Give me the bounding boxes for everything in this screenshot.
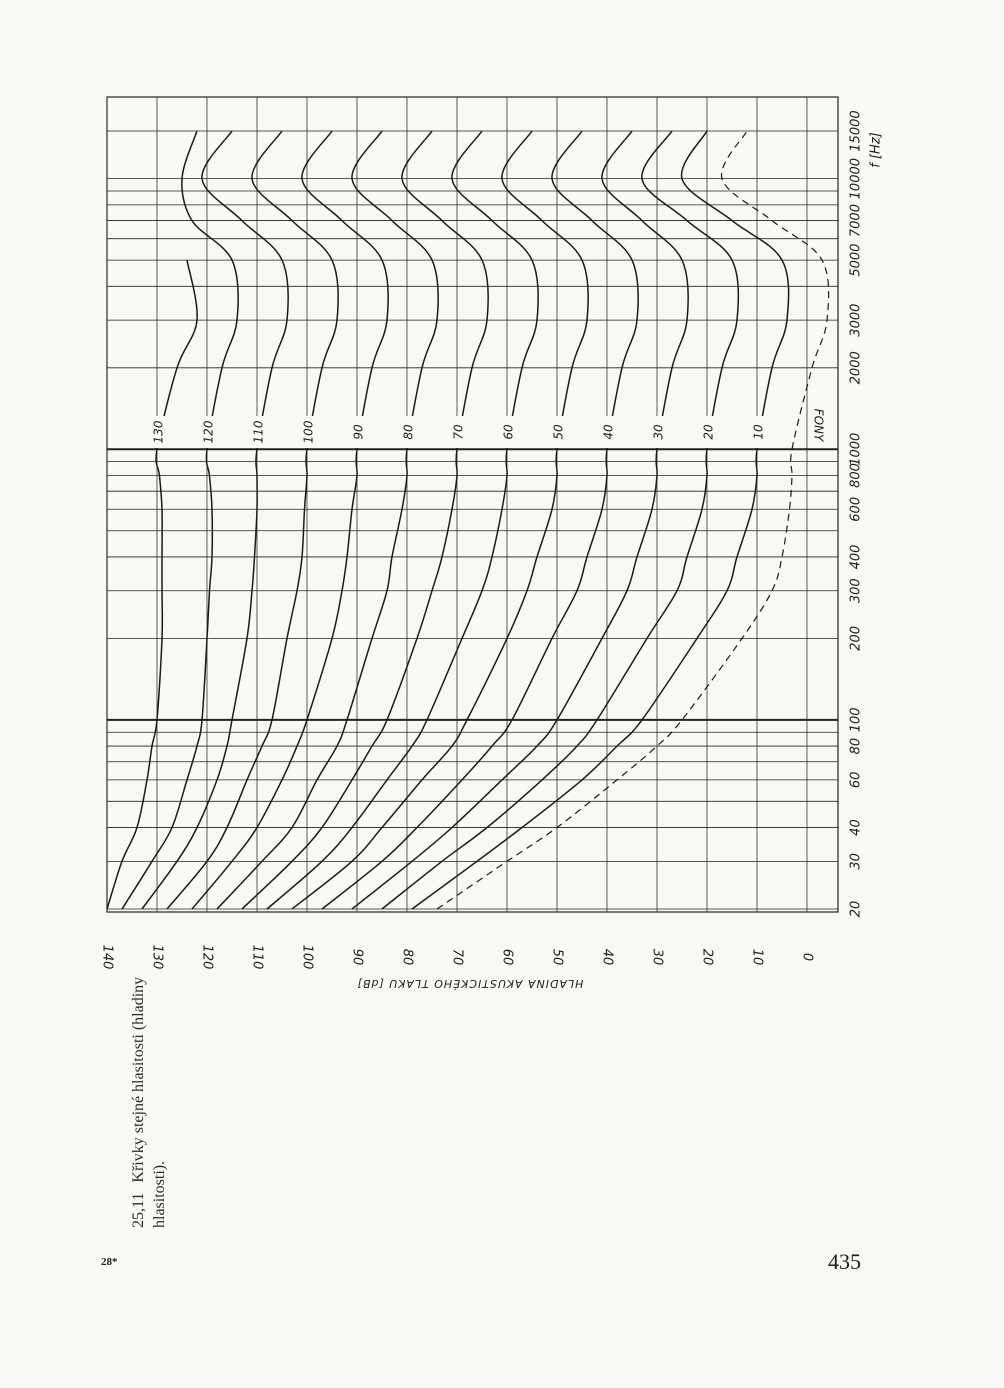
loudness-curve-0 — [437, 131, 829, 909]
y-tick-label: 90 — [349, 948, 365, 966]
x-tick-label: 20 — [848, 900, 864, 918]
loudness-curve-100 — [167, 131, 338, 909]
curve-label: 90 — [351, 424, 366, 440]
loudness-curve-10 — [412, 131, 789, 909]
y-tick-label: 20 — [699, 948, 715, 966]
x-tick-label: 40 — [848, 819, 864, 836]
loudness-curve-120 — [122, 131, 238, 909]
loudness-curve-110 — [142, 131, 288, 909]
y-tick-label: 120 — [199, 944, 215, 970]
x-tick-label: 15000 — [848, 110, 864, 152]
x-tick-label: 60 — [848, 771, 864, 789]
loudness-curve-40 — [322, 131, 638, 909]
curve-label: 110 — [251, 420, 266, 444]
caption-number: 25,11 — [130, 1192, 147, 1228]
x-tick-label: 5000 — [848, 243, 864, 277]
y-tick-label: 0 — [799, 952, 815, 962]
y-tick-label: 50 — [549, 948, 565, 966]
curve-label: 50 — [551, 424, 566, 440]
y-tick-label: 130 — [149, 944, 165, 970]
y-axis-title: HLADINA AKUSTICKÉHO TLAKU [dB] — [356, 977, 584, 990]
curve-label: 60 — [501, 424, 516, 440]
curve-label: 10 — [751, 424, 766, 440]
curve-label: 30 — [651, 424, 666, 440]
curve-label: 70 — [451, 424, 466, 440]
x-tick-label: 200 — [848, 625, 864, 651]
curve-label: 20 — [701, 424, 716, 440]
caption-text: Křivky stejné hlasitosti (hladiny hlasitosti). — [130, 976, 168, 1228]
x-tick-label: 800 — [848, 463, 864, 488]
loudness-curve-30 — [352, 131, 688, 909]
x-tick-label: 10000 — [848, 157, 864, 200]
x-tick-label: 400 — [848, 544, 864, 570]
plot-frame — [107, 97, 838, 912]
x-axis-title: f [Hz] — [868, 132, 884, 168]
y-tick-label: 80 — [399, 948, 415, 966]
x-tick-label: 80 — [848, 737, 864, 755]
page-number: 435 — [828, 1249, 861, 1274]
loudness-curve-80 — [217, 131, 438, 909]
y-tick-label: 30 — [649, 948, 665, 966]
curve-unit-label: FONY — [811, 408, 826, 442]
x-tick-label: 300 — [848, 578, 864, 604]
x-tick-label: 3000 — [848, 303, 864, 337]
printer-signature: 28* — [101, 1256, 118, 1268]
x-tick-label: 600 — [848, 496, 864, 522]
loudness-curve-20 — [382, 131, 738, 909]
y-tick-label: 60 — [499, 948, 515, 966]
y-tick-label: 40 — [599, 948, 615, 966]
y-tick-label: 110 — [249, 944, 265, 970]
loudness-curve-60 — [267, 131, 538, 909]
y-tick-label: 10 — [749, 948, 765, 966]
curve-label: 40 — [601, 424, 616, 440]
chart-grid — [107, 97, 838, 912]
y-tick-label: 70 — [449, 948, 465, 966]
y-tick-label: 100 — [299, 944, 315, 970]
curve-label: 130 — [151, 420, 166, 444]
y-tick-label: 140 — [99, 944, 115, 970]
loudness-curve-50 — [292, 131, 588, 909]
loudness-curve-130 — [107, 260, 197, 909]
curve-label: 80 — [401, 424, 416, 440]
x-tick-label: 30 — [848, 853, 864, 870]
chart-curves — [107, 131, 829, 909]
figure-caption — [128, 968, 170, 1228]
x-tick-label: 7000 — [848, 204, 864, 238]
loudness-curve-90 — [192, 131, 388, 909]
x-tick-label: 100 — [848, 707, 864, 733]
x-tick-label: 2000 — [848, 351, 864, 385]
curve-label: 120 — [201, 420, 216, 444]
curve-label: 100 — [301, 420, 316, 444]
x-tick-label: 1000 — [848, 432, 864, 466]
